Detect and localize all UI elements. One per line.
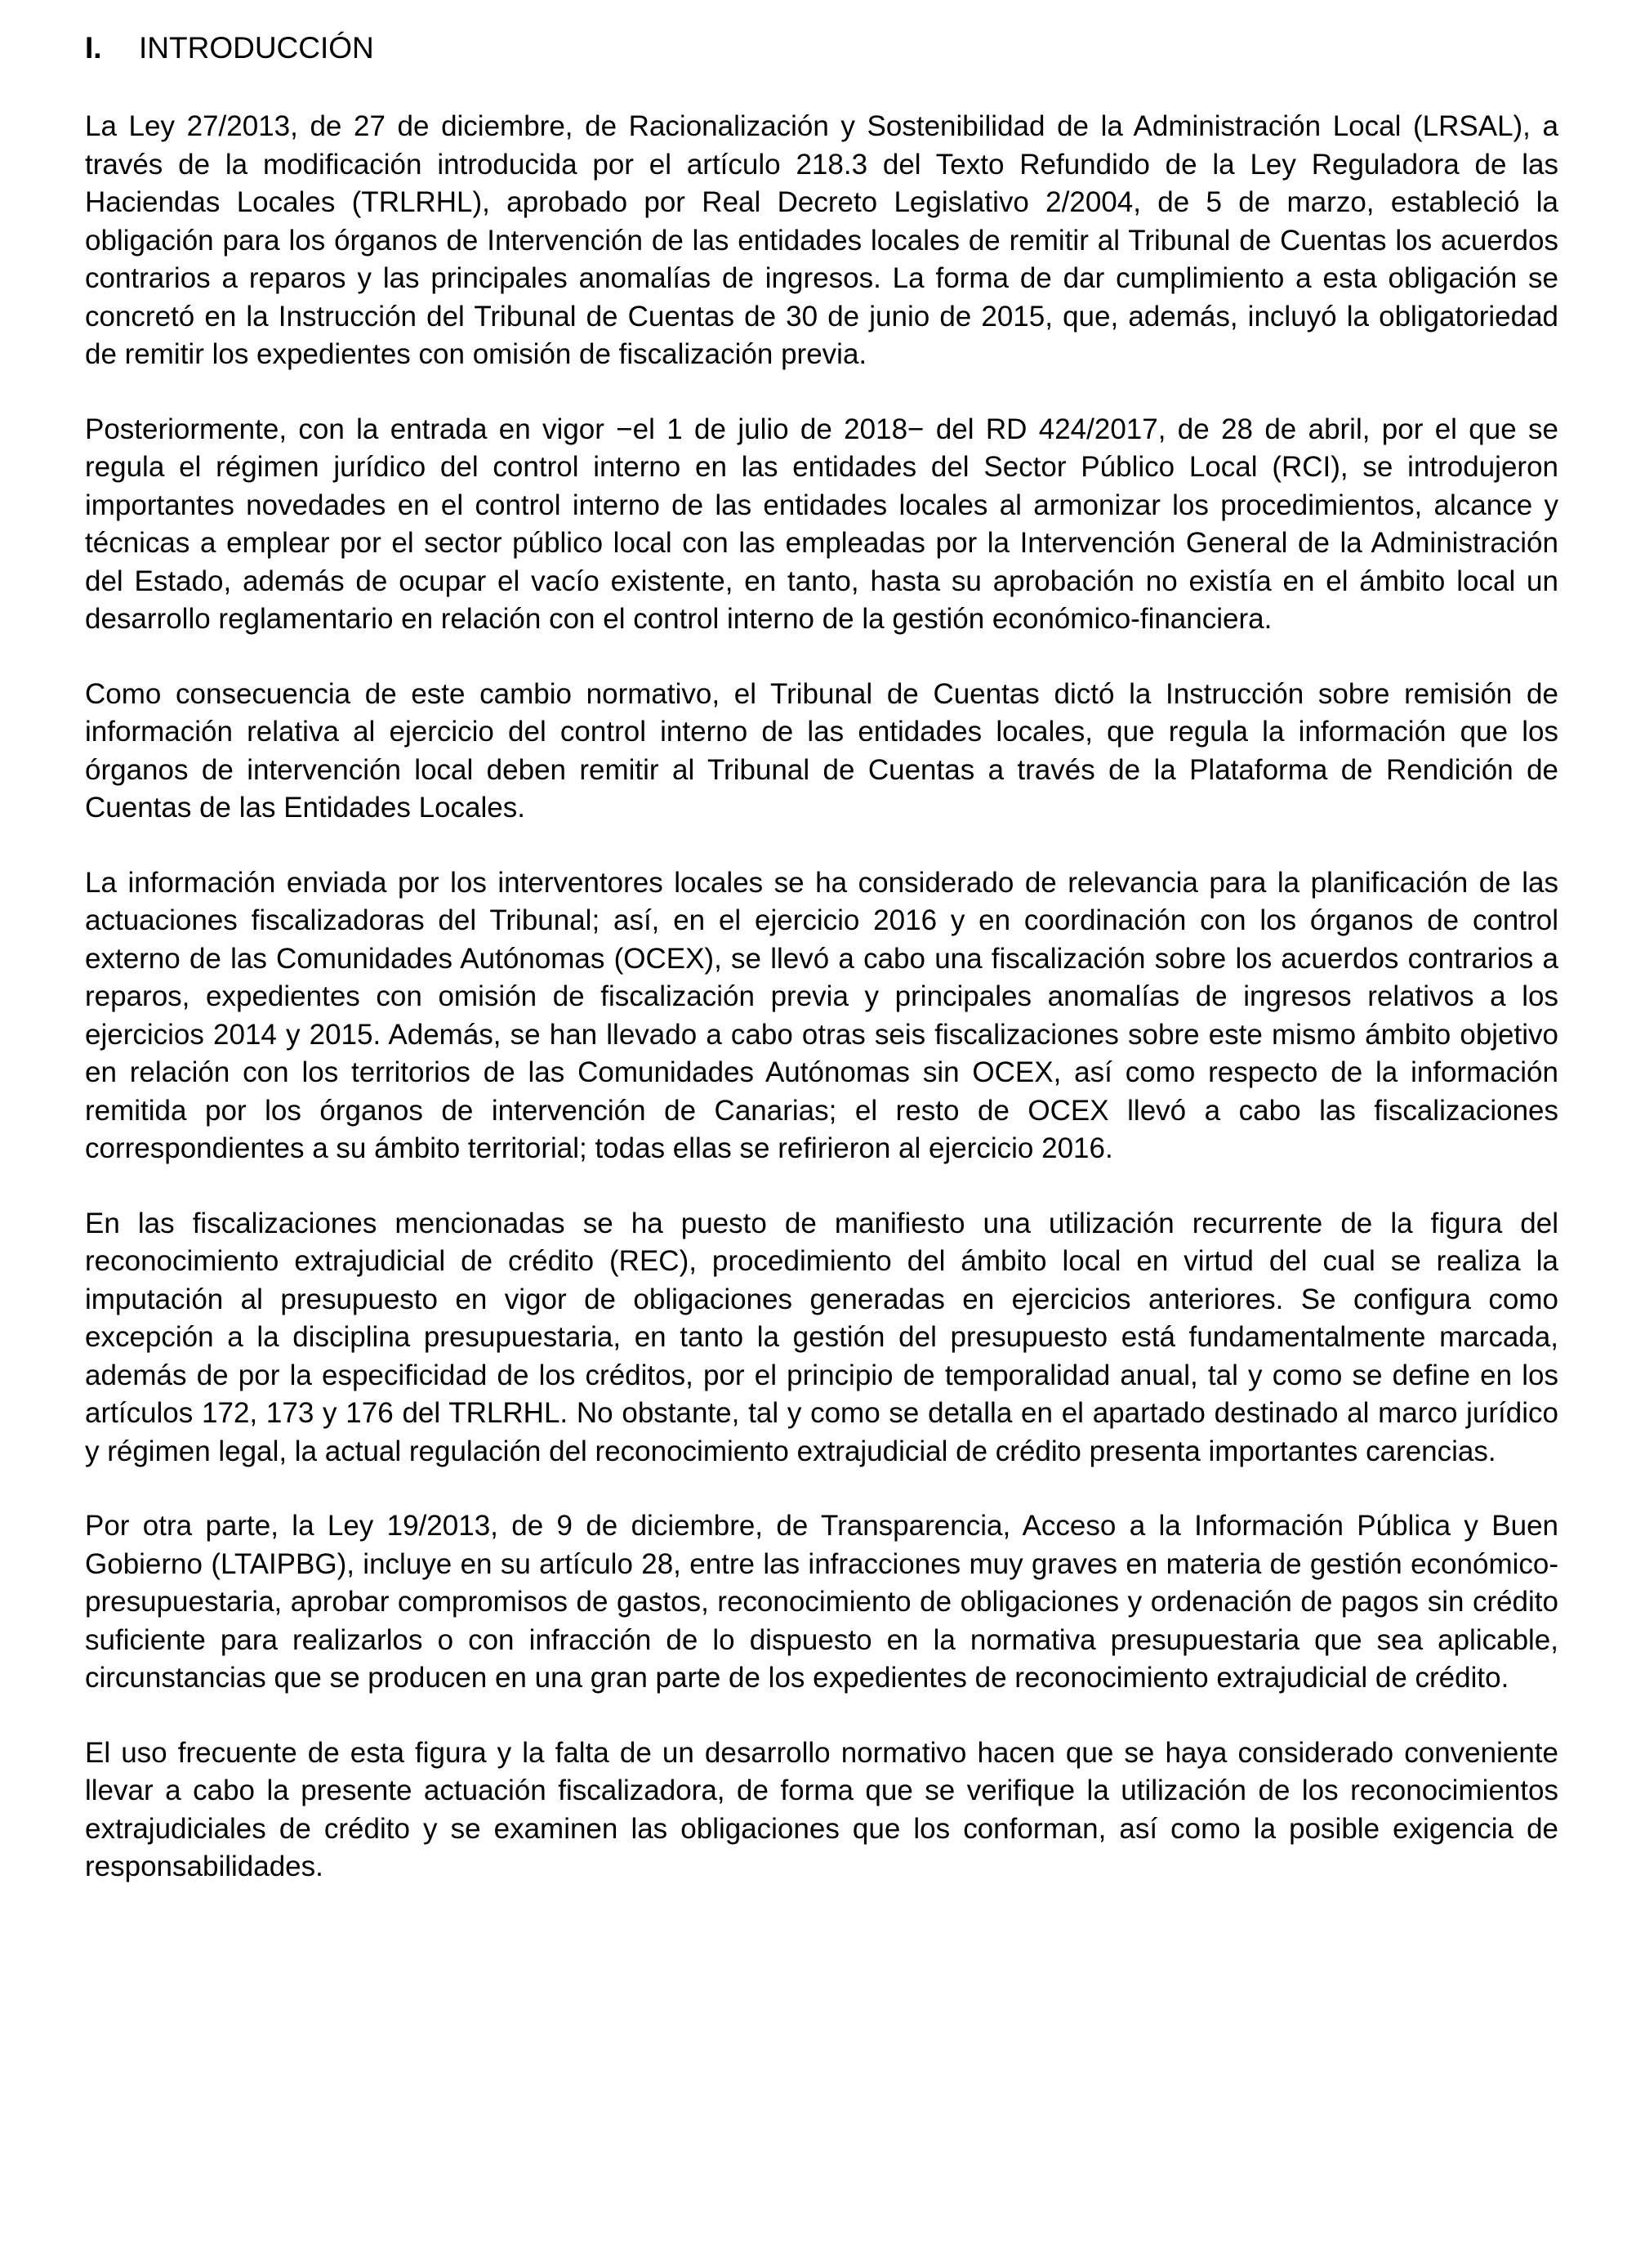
paragraph-1: La Ley 27/2013, de 27 de diciembre, de Racionalización y Sostenibilidad de la Administración Local (LRSAL), a través de la modificación introducida por el artículo 218.3 del Texto Refundido de la Ley Reguladora de las Haciendas Locales (TRLRHL), aprobado por Real Decreto Legislativo 2/2004, de 5 de marzo, estableció la obligación para los órganos de Intervención de las entidades locales de remitir al Tribunal de Cuentas los acuerdos contrarios a reparos y las principales anomalías de ingresos. La forma de dar cumplimiento a esta obligación se concretó en la Instrucción del Tribunal de Cuentas de 30 de junio de 2015, que, además, incluyó la obligatoriedad de remitir los expedientes con omisión de fiscalización previa. <box>85 110 1558 370</box>
section-number: I. <box>85 31 102 65</box>
paragraph-3: Como consecuencia de este cambio normativo, el Tribunal de Cuentas dictó la Instrucción sobre remisión de información relativa al ejercicio del control interno de las entidades locales, que regula la información que los órganos de intervención local deben remitir al Tribunal de Cuentas a través de la Plataforma de Rendición de Cuentas de las Entidades Locales. <box>85 677 1558 824</box>
section-heading <box>85 28 1558 69</box>
paragraph-6: Por otra parte, la Ley 19/2013, de 9 de diciembre, de Transparencia, Acceso a la Información Pública y Buen Gobierno (LTAIPBG), incluye en su artículo 28, entre las infracciones muy graves en materia de gestión económico-presupuestaria, aprobar compromisos de gastos, reconocimiento de obligaciones y ordenación de pagos sin crédito suficiente para realizarlos o con infracción de lo dispuesto en la normativa presupuestaria que sea aplicable, circunstancias que se producen en una gran parte de los expedientes de reconocimiento extrajudicial de crédito. <box>85 1510 1558 1694</box>
paragraph-2: Posteriormente, con la entrada en vigor −el 1 de julio de 2018− del RD 424/2017, de 28 de abril, por el que se regula el régimen jurídico del control interno en las entidades del Sector Público Local (RCI), se introdujeron importantes novedades en el control interno de las entidades locales al armonizar los procedimientos, alcance y técnicas a emplear por el sector público local con las empleadas por la Intervención General de la Administración del Estado, además de ocupar el vacío existente, en tanto, hasta su aprobación no existía en el ámbito local un desarrollo reglamentario en relación con el control interno de la gestión económico-financiera. <box>85 413 1558 635</box>
paragraph-7: El uso frecuente de esta figura y la falta de un desarrollo normativo hacen que se haya considerado conveniente llevar a cabo la presente actuación fiscalizadora, de forma que se verifique la utilización de los reconocimientos extrajudiciales de crédito y se examinen las obligaciones que los conforman, así como la posible exigencia de responsabilidades. <box>85 1736 1558 1882</box>
section-title: INTRODUCCIÓN <box>139 31 374 65</box>
paragraph-4: La información enviada por los interventores locales se ha considerado de relevancia para la planificación de las actuaciones fiscalizadoras del Tribunal; así, en el ejercicio 2016 y en coordinación con los órganos de control externo de las Comunidades Autónomas (OCEX), se llevó a cabo una fiscalización sobre los acuerdos contrarios a reparos, expedientes con omisión de fiscalización previa y principales anomalías de ingresos relativos a los ejercicios 2014 y 2015. Además, se han llevado a cabo otras seis fiscalizaciones sobre este mismo ámbito objetivo en relación con los territorios de las Comunidades Autónomas sin OCEX, así como respecto de la información remitida por los órganos de intervención de Canarias; el resto de OCEX llevó a cabo las fiscalizaciones correspondientes a su ámbito territorial; todas ellas se refirieron al ejercicio 2016. <box>85 866 1558 1164</box>
paragraph-5: En las fiscalizaciones mencionadas se ha puesto de manifiesto una utilización recurrente de la figura del reconocimiento extrajudicial de crédito (REC), procedimiento del ámbito local en virtud del cual se realiza la imputación al presupuesto en vigor de obligaciones generadas en ejercicios anteriores. Se configura como excepción a la disciplina presupuestaria, en tanto la gestión del presupuesto está fundamentalmente marcada, además de por la especificidad de los créditos, por el principio de temporalidad anual, tal y como se define en los artículos 172, 173 y 176 del TRLRHL. No obstante, tal y como se detalla en el apartado destinado al marco jurídico y régimen legal, la actual regulación del reconocimiento extrajudicial de crédito presenta importantes carencias. <box>85 1207 1558 1467</box>
